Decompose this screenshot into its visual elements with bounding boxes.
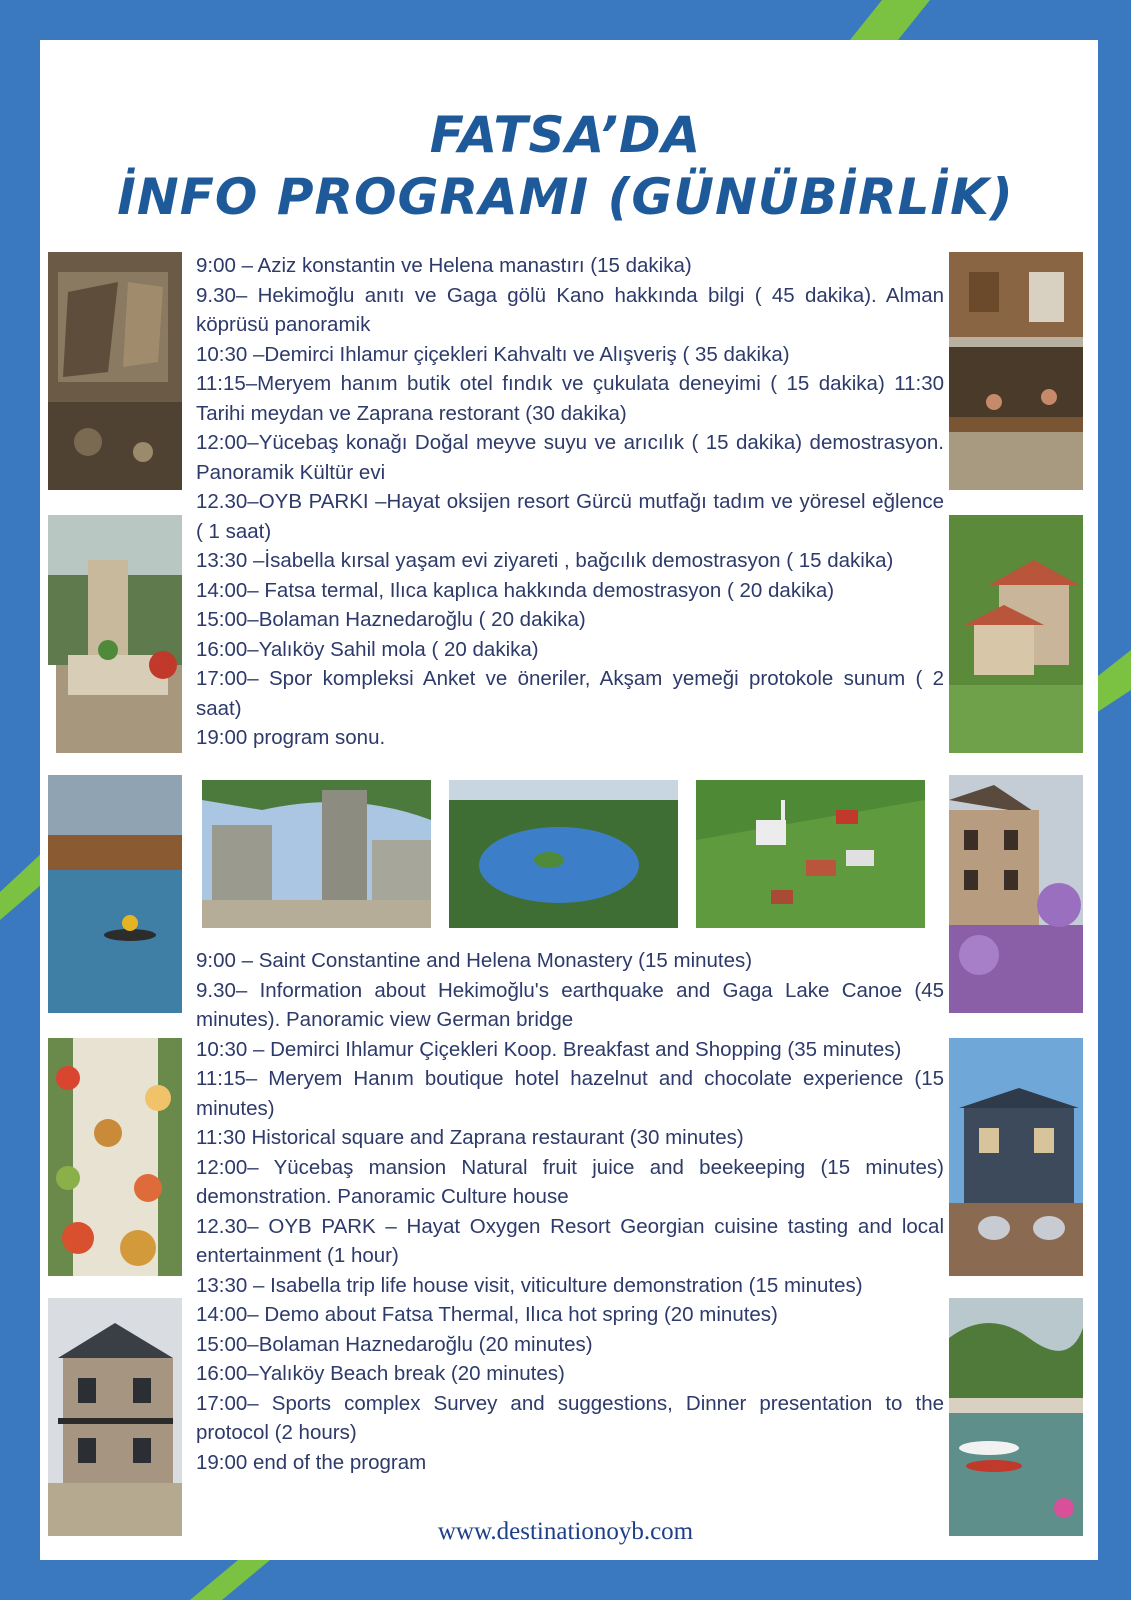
en-item-1900: 19:00 end of the program	[196, 1450, 427, 1474]
stone-villa-photo	[949, 515, 1083, 753]
memorial-stone-photo	[48, 515, 182, 753]
en-item-1130: 11:30 Historical square and Zaprana restaurant (30 minutes)	[196, 1126, 744, 1149]
tr-item-1230: 12.30–OYB PARKI –Hayat oksijen resort Gürcü mutfağı tadım ve yöresel eğlence ( 1 saat)	[196, 490, 944, 543]
en-item-0930: 9.30– Information about Hekimoğlu's earthquake and Gaga Lake Canoe (45 minutes). Panoramic view German bridge	[196, 978, 944, 1031]
en-item-1030: 10:30 – Demirci Ihlamur Çiçekleri Koop. Breakfast and Shopping (35 minutes)	[196, 1037, 902, 1061]
english-program	[188, 946, 944, 1477]
green-accent-left	[0, 850, 45, 920]
website-link[interactable]: www.destinationoyb.com	[437, 1518, 694, 1545]
tr-item-0930: 9.30– Hekimoğlu anıtı ve Gaga gölü Kano hakkında bilgi ( 45 dakika). Alman köprüsü panoramik	[196, 283, 944, 336]
tr-item-1115: 11:15–Meryem hanım butik otel fındık ve çukulata deneyimi ( 15 dakika) 11:30 Tarihi meydan ve Zaprana restorant (30 dakika)	[196, 372, 944, 425]
en-item-1600: 16:00–Yalıköy Beach break (20 minutes)	[196, 1362, 565, 1385]
turkish-program	[188, 251, 944, 753]
en-item-1400: 14:00– Demo about Fatsa Thermal, Ilıca hot spring (20 minutes)	[196, 1303, 778, 1326]
tr-item-1700: 17:00– Spor kompleksi Anket ve öneriler, Akşam yemeği protokole sunum ( 2 saat)	[196, 667, 944, 720]
en-item-1200: 12:00– Yücebaş mansion Natural fruit juice and beekeeping (15 minutes) demonstration. Panoramic Culture house	[196, 1155, 944, 1208]
en-item-1230: 12.30– OYB PARK – Hayat Oxygen Resort Georgian cuisine tasting and local entertainment (1 hour)	[196, 1214, 944, 1267]
tr-item-1600: 16:00–Yalıköy Sahil mola ( 20 dakika)	[196, 637, 539, 661]
boutique-hotel-photo	[949, 1038, 1083, 1276]
page-title-line2: İNFO PROGRAMI (GÜNÜBİRLİK)	[117, 168, 1014, 226]
tr-item-1030: 10:30 –Demirci Ihlamur çiçekleri Kahvaltı ve Alışveriş ( 35 dakika)	[196, 342, 790, 366]
en-item-1330: 13:30 – Isabella trip life house visit, viticulture demonstration (15 minutes)	[196, 1273, 863, 1297]
lake-canoe-photo	[48, 775, 182, 1013]
green-accent-bottom-left	[190, 1560, 270, 1600]
stone-hotel-photo	[48, 1298, 182, 1536]
en-item-1115: 11:15– Meryem Hanım boutique hotel hazelnut and chocolate experience (15 minutes)	[196, 1067, 944, 1120]
tr-item-1400: 14:00– Fatsa termal, Ilıca kaplıca hakkında demostrasyon ( 20 dakika)	[196, 578, 835, 602]
village-mosque-aerial-photo	[696, 780, 925, 928]
tr-item-1500: 15:00–Bolaman Haznedaroğlu ( 20 dakika)	[196, 608, 586, 631]
tr-item-0900: 9:00 – Aziz konstantin ve Helena manastırı (15 dakika)	[196, 254, 692, 277]
en-item-1700: 17:00– Sports complex Survey and suggestions, Dinner presentation to the protocol (2 hours)	[196, 1391, 944, 1444]
breakfast-table-photo	[48, 1038, 182, 1276]
en-item-1500: 15:00–Bolaman Haznedaroğlu (20 minutes)	[196, 1332, 593, 1356]
tr-item-1200: 12:00–Yücebaş konağı Doğal meyve suyu ve arıcılık ( 15 dakika) demostrasyon. Panoramik Kültür evi	[196, 431, 944, 484]
page-title-line1: FATSA’DA	[429, 106, 702, 164]
wooden-house-cafe-photo	[949, 252, 1083, 490]
wisteria-mansion-photo	[949, 775, 1083, 1013]
tr-item-1900: 19:00 program sonu.	[196, 726, 386, 749]
en-item-0900: 9:00 – Saint Constantine and Helena Monastery (15 minutes)	[196, 949, 753, 972]
ancient-ruins-photo	[202, 780, 431, 928]
gaga-lake-aerial-photo	[449, 780, 678, 928]
green-accent-top-right	[850, 0, 930, 40]
tr-item-1330: 13:30 –İsabella kırsal yaşam evi ziyareti , bağcılık demostrasyon ( 15 dakika)	[196, 549, 894, 572]
harbor-boats-photo	[949, 1298, 1083, 1536]
mosaic-ruins-photo	[48, 252, 182, 490]
